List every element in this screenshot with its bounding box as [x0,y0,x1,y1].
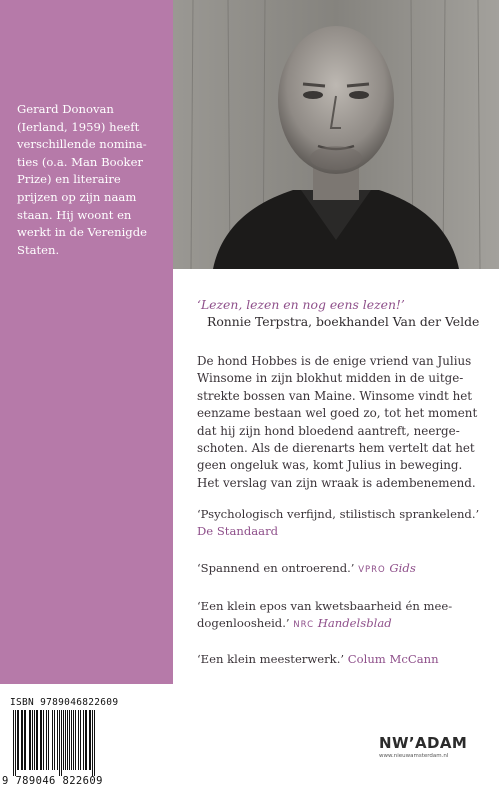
author-bio-line: Staten. [17,242,60,257]
blurb-line: Winsome in zijn blokhut midden in de uitge- [197,371,464,386]
barcode-bar [46,710,47,770]
author-bio-line: (Ierland, 1959) heeft [17,119,140,134]
blurb-line: schoten. Als de dierenarts hem vertelt dat het [197,441,475,456]
review-quote [197,651,439,668]
barcode-bar [29,710,31,770]
review-text: ‘Psychologisch verfijnd, stilistisch sprankelend.’ [197,507,480,521]
review-text: ‘Spannend en ontroerend.’ [197,561,355,575]
barcode-bar [67,710,68,770]
barcode-bar [85,710,87,770]
review-text: ‘Een klein meesterwerk.’ [197,652,345,666]
author-bio-line: Prize) en literaire [17,172,121,187]
blurb-line: eenzame bestaan wel goed zo, tot het moment [197,406,478,421]
barcode-bar [89,710,91,770]
lead-quote-text: ‘Lezen, lezen en nog eens lezen!’ [197,297,405,312]
author-photo [173,0,499,269]
lead-quote [197,296,479,330]
review-source: Handelsblad [317,615,392,630]
author-bio-line: Gerard Donovan [17,102,114,116]
blurb-line: De hond Hobbes is de enige vriend van Julius [197,354,472,368]
barcode-bar [94,710,95,776]
review-quote [197,598,452,634]
barcode-bar [73,710,74,770]
review-source-caps: NRC [293,619,315,630]
barcode-bar [92,710,93,776]
publisher-name: NW’ADAM [379,734,468,752]
barcode-bar [71,710,72,770]
barcode-bar [17,710,19,770]
barcode-bar [83,710,84,770]
book-blurb [197,353,477,492]
barcode-bar [78,710,79,770]
barcode-bar [65,710,66,770]
barcode-bar [75,710,76,770]
review-source: Colum McCann [347,652,439,666]
barcode-bar [43,710,44,770]
barcode-bar [36,710,38,770]
author-bio-line: werkt in de Verenigde [17,225,147,240]
author-bio [17,101,167,259]
barcode-bar [61,710,62,776]
review-text: ‘Een klein epos van kwetsbaarheid én mee- [197,599,453,613]
author-bio-line: prijzen op zijn naam [17,189,137,204]
isbn-label: ISBN 9789046822609 [10,697,119,708]
barcode-bar [57,710,58,770]
blurb-line: dat hij zijn hond bloedend aantreft, neerge- [197,423,460,438]
barcode-bar [32,710,33,770]
barcode-bar [40,710,42,770]
barcode-bar [15,710,16,776]
lead-quote-attribution: Ronnie Terpstra, boekhandel Van der Velde [207,314,480,329]
barcode-bar [59,710,60,776]
review-source: Gids [389,561,416,575]
barcode-bar [24,710,26,770]
barcode-bar [34,710,35,770]
barcode-bar [48,710,49,770]
barcode-bar [13,710,14,776]
barcode-bar [80,710,81,770]
review-source-caps: VPRO [358,565,386,575]
review-text: dogenloosheid.’ [197,615,290,630]
isbn-digits: 9 789046 822609 [2,775,103,787]
review-source: De Standaard [197,523,279,538]
author-bio-line: ties (o.a. Man Booker [17,154,143,169]
publisher-logo [379,734,467,759]
author-bio-line: staan. Hij woont en [17,207,132,222]
barcode-bar [52,710,53,770]
publisher-url: www.nieuwamsterdam.nl [379,753,449,759]
barcode-bar [21,710,23,770]
review-quote [197,560,416,579]
barcode-bar [54,710,55,770]
blurb-line: Het verslag van zijn wraak is adembenemend. [197,475,476,490]
barcode-bar [69,710,70,770]
blurb-line: geen ongeluk was, komt Julius in beweging. [197,458,463,473]
barcode-bar [63,710,64,770]
review-quote [197,506,479,540]
author-bio-line: verschillende nomina- [17,137,147,152]
barcode [12,710,130,776]
blurb-line: strekte bossen van Maine. Winsome vindt het [197,388,473,403]
